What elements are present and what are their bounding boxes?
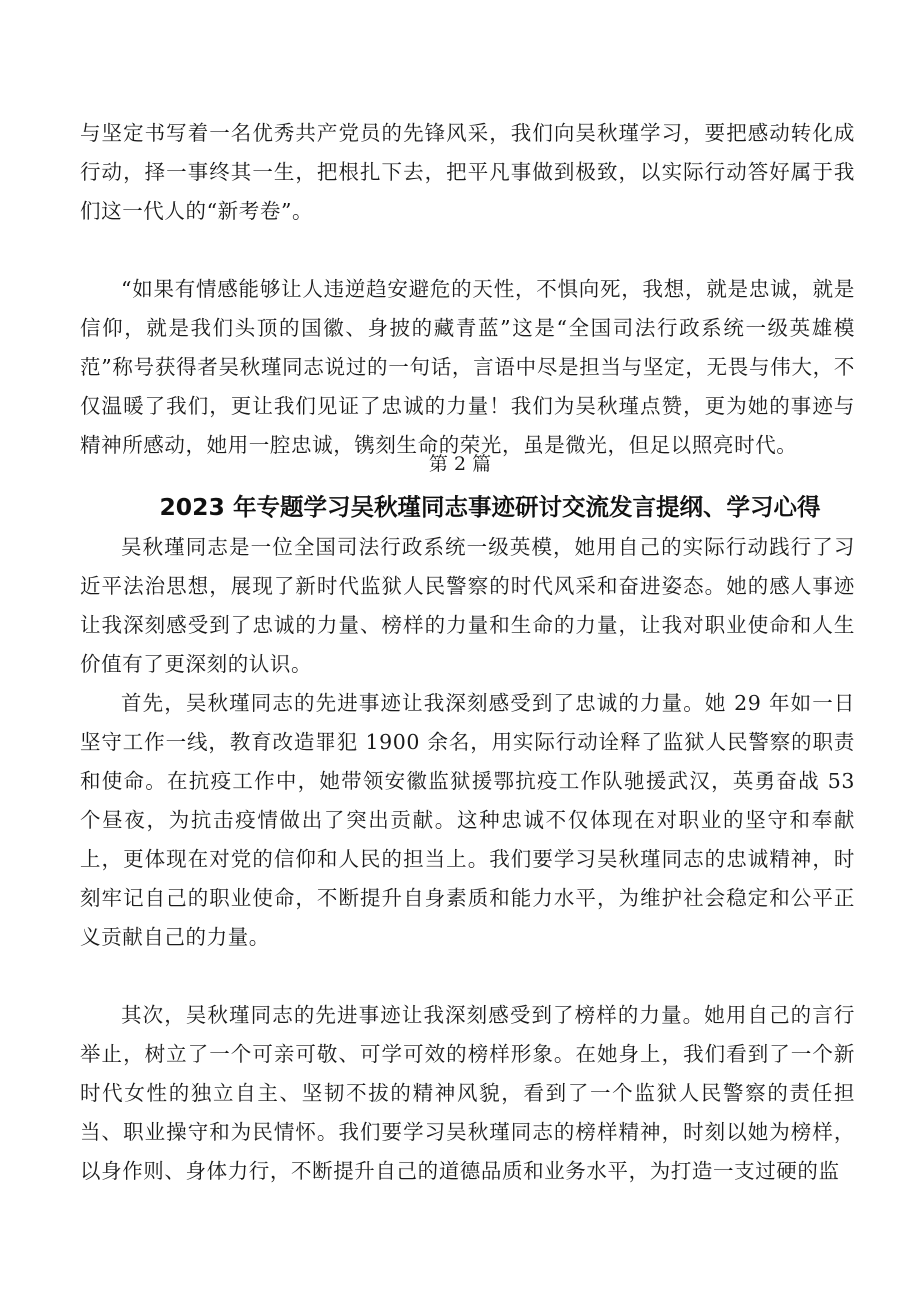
paragraph-loyalty: 首先，吴秋瑾同志的先进事迹让我深刻感受到了忠诚的力量。她 29 年如一日坚守工作一线，教育改造罪犯 1900 余名，用实际行动诠释了监狱人民警察的职责和使命。在抗疫工作中，她带领安徽监狱援鄂抗疫工作队驰援武汉，英勇奋战 53 个昼夜，为抗击疫情做出了突出贡献。这种忠诚不仅体现在对职业的坚守和奉献上，更体现在对党的信仰和人民的担当上。我们要学习吴秋瑾同志的忠诚精神，时刻牢记自己的职业使命，不断提升自身素质和能力水平，为维护社会稳定和公平正义贡献自己的力量。 [80, 691, 855, 949]
paragraph-quote: “如果有情感能够让人违逆趋安避危的天性，不惧向死，我想，就是忠诚，就是信仰，就是我们头顶的国徽、身披的藏青蓝”这是“全国司法行政系统一级英雄模范”称号获得者吴秋瑾同志说过的一句话，言语中尽是担当与坚定，无畏与伟大，不仅温暖了我们，更让我们见证了忠诚的力量！我们为吴秋瑾点赞，更为她的事迹与精神所感动，她用一腔忠诚，镌刻生命的荣光，虽是微光，但足以照亮时代。 [80, 277, 855, 457]
paragraph-role-model: 其次，吴秋瑾同志的先进事迹让我深刻感受到了榜样的力量。她用自己的言行举止，树立了一个可亲可敬、可学可效的榜样形象。在她身上，我们看到了一个新时代女性的独立自主、坚韧不拔的精神风貌，看到了一个监狱人民警察的责任担当、职业操守和为民情怀。我们要学习吴秋瑾同志的榜样精神，时刻以她为榜样，以身作则、身体力行，不断提升自己的道德品质和业务水平，为打造一支过硬的监 [80, 1003, 855, 1183]
paragraph-intro: 吴秋瑾同志是一位全国司法行政系统一级英模，她用自己的实际行动践行了习近平法治思想，展现了新时代监狱人民警察的时代风采和奋进姿态。她的感人事迹让我深刻感受到了忠诚的力量、榜样的力量和生命的力量，让我对职业使命和人生价值有了更深刻的认识。 [80, 535, 855, 676]
paragraph-continuation: 与坚定书写着一名优秀共产党员的先锋风采，我们向吴秋瑾学习，要把感动转化成行动，择一事终其一生，把根扎下去，把平凡事做到极致，以实际行动答好属于我们这一代人的“新考卷”。 [80, 121, 855, 223]
section-label: 第 2 篇 [428, 453, 492, 475]
document-title: 2023 年专题学习吴秋瑾同志事迹研讨交流发言提纲、学习心得 [159, 493, 821, 521]
